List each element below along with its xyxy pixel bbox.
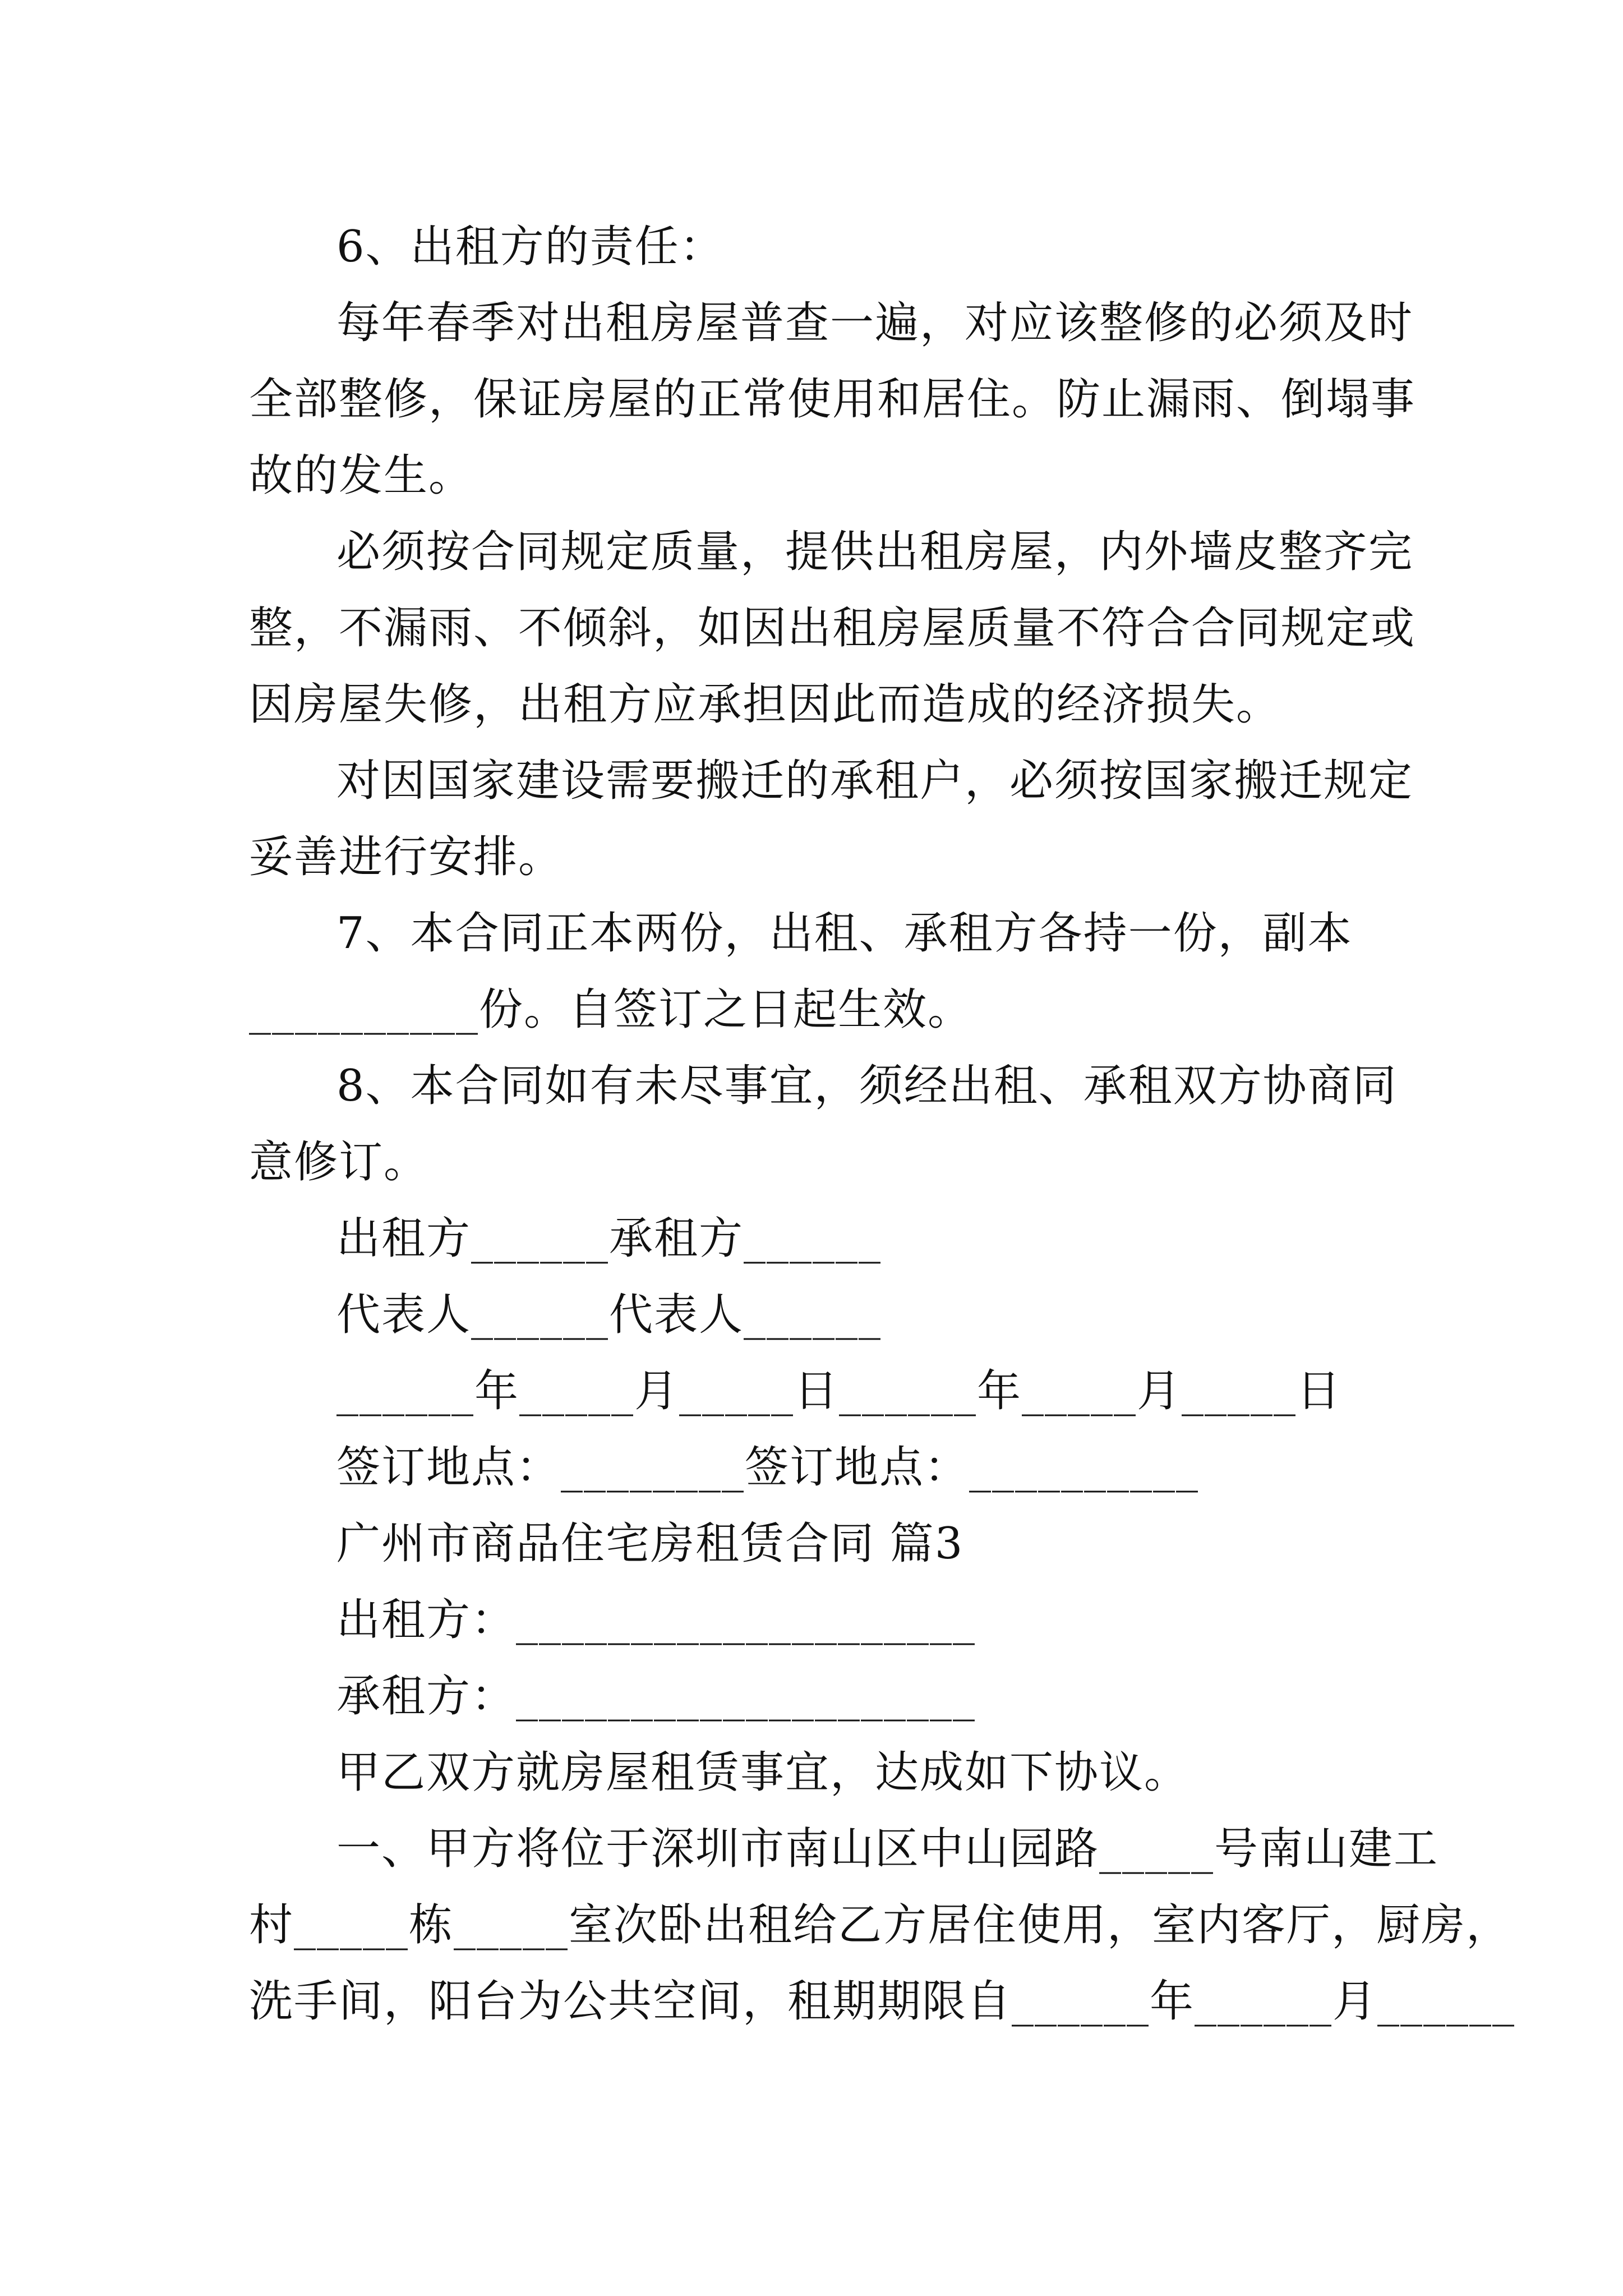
lessee-line: 承租方：____________________ xyxy=(336,1671,976,1722)
lessor-line: 出租方：____________________ xyxy=(336,1595,976,1645)
paragraph-line: __________份。自签订之日起生效。 xyxy=(249,984,973,1035)
signature-parties-line: 出租方______承租方______ xyxy=(336,1213,882,1264)
agreement-intro-line: 甲乙双方就房屋租赁事宜，达成如下协议。 xyxy=(336,1747,1189,1798)
signature-location-line: 签订地点：________签订地点：__________ xyxy=(336,1442,1200,1493)
paragraph-line: 必须按合同规定质量，提供出租房屋，内外墙皮整齐完 xyxy=(336,527,1414,577)
paragraph-line: 故的发生。 xyxy=(249,450,474,501)
paragraph-line: 村_____栋_____室次卧出租给乙方居住使用，室内客厅，厨房， xyxy=(249,1900,1511,1950)
paragraph-line: 每年春季对出租房屋普查一遍，对应该整修的必须及时 xyxy=(336,298,1414,348)
paragraph-line: 全部整修，保证房屋的正常使用和居住。防止漏雨、倒塌事 xyxy=(249,374,1416,425)
paragraph-line: 因房屋失修，出租方应承担因此而造成的经济损失。 xyxy=(249,679,1281,730)
clause-7-line: 7、本合同正本两份，出租、承租方各持一份，副本 xyxy=(336,908,1353,959)
paragraph-line: 对因国家建设需要搬迁的承租户，必须按国家搬迁规定 xyxy=(336,756,1414,806)
signature-dates-line: ______年_____月_____日______年_____月_____日 xyxy=(336,1366,1342,1416)
signature-representatives-line: 代表人______代表人______ xyxy=(336,1290,882,1340)
paragraph-line: 妥善进行安排。 xyxy=(249,832,564,882)
article-1-line: 一、甲方将位于深圳市南山区中山园路_____号南山建工 xyxy=(336,1824,1439,1874)
clause-8-line: 8、本合同如有未尽事宜，须经出租、承租双方协商同 xyxy=(336,1061,1398,1111)
paragraph-line: 整，不漏雨、不倾斜，如因出租房屋质量不符合合同规定或 xyxy=(249,603,1416,654)
paragraph-line: 意修订。 xyxy=(249,1137,429,1188)
section-title: 广州市商品住宅房租赁合同 篇3 xyxy=(336,1519,964,1569)
paragraph-line: 洗手间，阳台为公共空间，租期期限自______年______月______ xyxy=(249,1976,1516,2027)
clause-6-heading: 6、出租方的责任： xyxy=(336,222,725,272)
